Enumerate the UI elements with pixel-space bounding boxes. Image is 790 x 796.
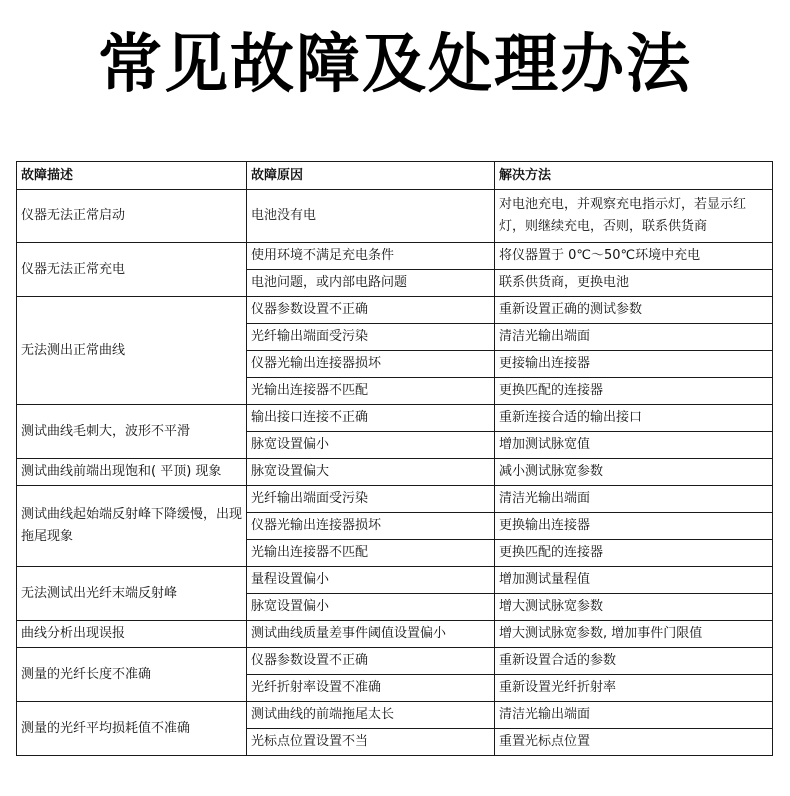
table-row [17, 648, 773, 675]
solution: 更接输出连接器 [495, 351, 773, 378]
table-row [17, 621, 773, 648]
fault-cause: 光纤输出端面受污染 [247, 324, 495, 351]
table-row [17, 190, 773, 243]
solution: 将仪器置于 0℃～50℃环境中充电 [495, 243, 773, 270]
header-fault-description: 故障描述 [17, 162, 247, 190]
table-row [17, 459, 773, 486]
solution: 更换匹配的连接器 [495, 540, 773, 567]
fault-description: 曲线分析出现误报 [17, 621, 247, 648]
fault-description: 无法测试出光纤末端反射峰 [17, 567, 247, 621]
table-row [17, 702, 773, 729]
solution: 更换匹配的连接器 [495, 378, 773, 405]
solution: 重新设置合适的参数 [495, 648, 773, 675]
fault-description: 无法测出正常曲线 [17, 297, 247, 405]
fault-cause: 脉宽设置偏小 [247, 432, 495, 459]
fault-description: 测试曲线毛刺大，波形不平滑 [17, 405, 247, 459]
solution: 清洁光输出端面 [495, 486, 773, 513]
table-row [17, 486, 773, 513]
solution: 清洁光输出端面 [495, 324, 773, 351]
fault-description: 仪器无法正常充电 [17, 243, 247, 297]
fault-cause: 电池没有电 [247, 190, 495, 243]
fault-cause: 仪器参数设置不正确 [247, 648, 495, 675]
fault-description: 仪器无法正常启动 [17, 190, 247, 243]
solution: 清洁光输出端面 [495, 702, 773, 729]
table-header-row [17, 162, 773, 190]
fault-cause: 仪器光输出连接器损坏 [247, 513, 495, 540]
solution: 减小测试脉宽参数 [495, 459, 773, 486]
fault-cause: 光输出连接器不匹配 [247, 378, 495, 405]
header-fault-cause: 故障原因 [247, 162, 495, 190]
solution: 重新设置光纤折射率 [495, 675, 773, 702]
fault-cause: 光标点位置设置不当 [247, 729, 495, 756]
fault-cause: 脉宽设置偏大 [247, 459, 495, 486]
solution: 增大测试脉宽参数, 增加事件门限值 [495, 621, 773, 648]
fault-description: 测试曲线前端出现饱和( 平顶) 现象 [17, 459, 247, 486]
solution: 更换输出连接器 [495, 513, 773, 540]
fault-cause: 测试曲线的前端拖尾太长 [247, 702, 495, 729]
fault-cause: 光输出连接器不匹配 [247, 540, 495, 567]
fault-description: 测量的光纤长度不准确 [17, 648, 247, 702]
solution: 增加测试量程值 [495, 567, 773, 594]
fault-cause: 输出接口连接不正确 [247, 405, 495, 432]
page-title: 常见故障及处理办法 [98, 28, 692, 102]
fault-cause: 测试曲线质量差事件阈值设置偏小 [247, 621, 495, 648]
table-row [17, 243, 773, 270]
solution: 对电池充电，并观察充电指示灯，若显示红灯，则继续充电，否则，联系供货商 [495, 190, 773, 243]
table-row [17, 405, 773, 432]
fault-cause: 仪器光输出连接器损坏 [247, 351, 495, 378]
solution: 重置光标点位置 [495, 729, 773, 756]
fault-cause: 量程设置偏小 [247, 567, 495, 594]
fault-description: 测试曲线起始端反射峰下降缓慢，出现拖尾现象 [17, 486, 247, 567]
header-solution: 解决方法 [495, 162, 773, 190]
solution: 重新连接合适的输出接口 [495, 405, 773, 432]
fault-table [16, 161, 773, 756]
solution: 联系供货商，更换电池 [495, 270, 773, 297]
fault-cause: 电池问题，或内部电路问题 [247, 270, 495, 297]
table-row [17, 567, 773, 594]
table-row [17, 297, 773, 324]
fault-cause: 使用环境不满足充电条件 [247, 243, 495, 270]
fault-cause: 仪器参数设置不正确 [247, 297, 495, 324]
fault-cause: 光纤折射率设置不准确 [247, 675, 495, 702]
solution: 重新设置正确的测试参数 [495, 297, 773, 324]
fault-description: 测量的光纤平均损耗值不准确 [17, 702, 247, 756]
solution: 增加测试脉宽值 [495, 432, 773, 459]
fault-cause: 脉宽设置偏小 [247, 594, 495, 621]
solution: 增大测试脉宽参数 [495, 594, 773, 621]
fault-cause: 光纤输出端面受污染 [247, 486, 495, 513]
